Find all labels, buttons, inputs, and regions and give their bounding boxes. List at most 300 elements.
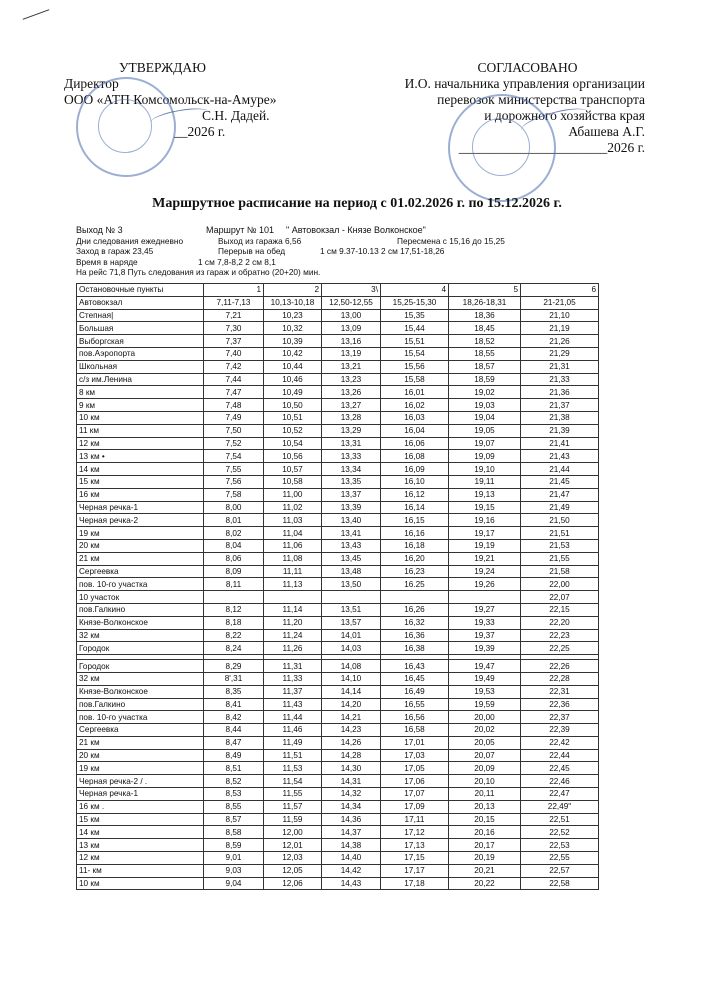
time-cell: 11,46 bbox=[264, 724, 322, 737]
time-cell: 11,00 bbox=[264, 488, 322, 501]
time-cell: 10,39 bbox=[264, 335, 322, 348]
table-row bbox=[77, 877, 599, 890]
stop-name-cell: пов.Аэропорта bbox=[77, 347, 204, 360]
time-cell: 16.25 bbox=[381, 578, 449, 591]
stop-name-cell: 12 км bbox=[77, 437, 204, 450]
time-cell: 18,45 bbox=[449, 322, 521, 335]
time-cell: 20,21 bbox=[449, 864, 521, 877]
time-cell: 20,15 bbox=[449, 813, 521, 826]
stop-name-cell: пов.Галкино bbox=[77, 698, 204, 711]
duty-label: Время в наряде bbox=[76, 256, 138, 267]
time-cell: 21,51 bbox=[521, 527, 599, 540]
time-cell: 8,47 bbox=[204, 736, 264, 749]
table-row bbox=[77, 514, 599, 527]
header-cell-trip: 4 bbox=[381, 284, 449, 297]
time-cell: 13,23 bbox=[322, 373, 381, 386]
time-cell: 8,53 bbox=[204, 788, 264, 801]
time-cell: 16,49 bbox=[381, 685, 449, 698]
time-cell: 22,51 bbox=[521, 813, 599, 826]
time-cell: 8,11 bbox=[204, 578, 264, 591]
stop-name-cell: 9 км bbox=[77, 399, 204, 412]
time-cell: 20,11 bbox=[449, 788, 521, 801]
time-cell: 13,45 bbox=[322, 552, 381, 565]
stop-name-cell: 32 км bbox=[77, 629, 204, 642]
stop-name-cell: 12 км bbox=[77, 852, 204, 865]
garage-return: Заход в гараж 23,45 bbox=[76, 246, 154, 256]
time-cell: 7,56 bbox=[204, 475, 264, 488]
table-row bbox=[77, 672, 599, 685]
time-cell: 22,26 bbox=[521, 660, 599, 673]
pen-mark bbox=[23, 9, 50, 20]
table-row bbox=[77, 335, 599, 348]
time-cell: 18,55 bbox=[449, 347, 521, 360]
time-cell: 8,58 bbox=[204, 826, 264, 839]
time-cell: 17,17 bbox=[381, 864, 449, 877]
table-row bbox=[77, 736, 599, 749]
time-cell: 13,27 bbox=[322, 399, 381, 412]
stop-name-cell: 32 км bbox=[77, 672, 204, 685]
time-cell: 15,44 bbox=[381, 322, 449, 335]
time-cell: 13,34 bbox=[322, 463, 381, 476]
time-cell: 21,55 bbox=[521, 552, 599, 565]
stop-name-cell: 11 км bbox=[77, 424, 204, 437]
approve-title: УТВЕРЖДАЮ bbox=[119, 60, 207, 75]
time-cell: 7,50 bbox=[204, 424, 264, 437]
time-cell: 10,42 bbox=[264, 347, 322, 360]
time-cell: 19,15 bbox=[449, 501, 521, 514]
time-cell: 10,51 bbox=[264, 411, 322, 424]
stop-name-cell: 10 км bbox=[77, 877, 204, 890]
time-cell: 19,49 bbox=[449, 672, 521, 685]
time-cell: 20,17 bbox=[449, 839, 521, 852]
time-cell: 21,41 bbox=[521, 437, 599, 450]
time-cell: 20,02 bbox=[449, 724, 521, 737]
time-cell: 19,19 bbox=[449, 539, 521, 552]
time-cell: 16,08 bbox=[381, 450, 449, 463]
time-cell: 10,46 bbox=[264, 373, 322, 386]
time-cell: 16,58 bbox=[381, 724, 449, 737]
time-cell: 10,52 bbox=[264, 424, 322, 437]
time-cell: 16,16 bbox=[381, 527, 449, 540]
time-cell: 13,26 bbox=[322, 386, 381, 399]
time-cell: 8,59 bbox=[204, 839, 264, 852]
time-cell: 22,00 bbox=[521, 578, 599, 591]
time-cell: 17,18 bbox=[381, 877, 449, 890]
table-row bbox=[77, 698, 599, 711]
time-cell: 8,51 bbox=[204, 762, 264, 775]
time-cell: 22,25 bbox=[521, 642, 599, 655]
time-cell: 16,23 bbox=[381, 565, 449, 578]
time-cell: 21,33 bbox=[521, 373, 599, 386]
time-cell: 16,10 bbox=[381, 475, 449, 488]
table-row bbox=[77, 800, 599, 813]
agree-line1: И.О. начальника управления организации bbox=[404, 76, 645, 91]
time-cell: 20,00 bbox=[449, 711, 521, 724]
time-cell: 11,13 bbox=[264, 578, 322, 591]
time-cell: 22,58 bbox=[521, 877, 599, 890]
time-cell: 14,20 bbox=[322, 698, 381, 711]
time-cell: 18,59 bbox=[449, 373, 521, 386]
time-cell: 11,57 bbox=[264, 800, 322, 813]
lunch-times: 1 см 9.37-10.13 2 см 17,51-18,26 bbox=[320, 246, 445, 256]
table-row bbox=[77, 437, 599, 450]
time-cell: 15,51 bbox=[381, 335, 449, 348]
time-cell: 21,49 bbox=[521, 501, 599, 514]
time-cell: 19,03 bbox=[449, 399, 521, 412]
time-cell: 13,48 bbox=[322, 565, 381, 578]
table-row bbox=[77, 488, 599, 501]
table-row bbox=[77, 527, 599, 540]
time-cell: 22,46 bbox=[521, 775, 599, 788]
time-cell: 20,19 bbox=[449, 852, 521, 865]
time-cell: 13,31 bbox=[322, 437, 381, 450]
time-cell: 16,04 bbox=[381, 424, 449, 437]
time-cell: 16,45 bbox=[381, 672, 449, 685]
table-row bbox=[77, 296, 599, 309]
table-row bbox=[77, 642, 599, 655]
stop-name-cell: 10 км bbox=[77, 411, 204, 424]
time-cell: 14,23 bbox=[322, 724, 381, 737]
time-cell: 10,50 bbox=[264, 399, 322, 412]
time-cell: 13,57 bbox=[322, 616, 381, 629]
time-cell: 22,36 bbox=[521, 698, 599, 711]
time-cell: 22,52 bbox=[521, 826, 599, 839]
table-row bbox=[77, 463, 599, 476]
time-cell: 7,44 bbox=[204, 373, 264, 386]
time-cell: 11,03 bbox=[264, 514, 322, 527]
route-number: Маршрут № 101 bbox=[206, 225, 275, 235]
time-cell: 16,12 bbox=[381, 488, 449, 501]
time-cell: 7,54 bbox=[204, 450, 264, 463]
time-cell: 16,18 bbox=[381, 539, 449, 552]
time-cell: 21,53 bbox=[521, 539, 599, 552]
time-cell: 15,58 bbox=[381, 373, 449, 386]
time-cell: 21,37 bbox=[521, 399, 599, 412]
time-cell: 9,03 bbox=[204, 864, 264, 877]
time-cell: 8,04 bbox=[204, 539, 264, 552]
time-cell: 22,37 bbox=[521, 711, 599, 724]
time-cell: 19,37 bbox=[449, 629, 521, 642]
time-cell: 11,44 bbox=[264, 711, 322, 724]
time-cell: 14,32 bbox=[322, 788, 381, 801]
time-cell: 20,07 bbox=[449, 749, 521, 762]
stop-name-cell: 20 км bbox=[77, 539, 204, 552]
time-cell: 16,20 bbox=[381, 552, 449, 565]
table-row bbox=[77, 616, 599, 629]
table-header-row bbox=[77, 284, 599, 297]
table-row bbox=[77, 660, 599, 673]
time-cell: 11,31 bbox=[264, 660, 322, 673]
table-row bbox=[77, 322, 599, 335]
time-cell: 13,43 bbox=[322, 539, 381, 552]
agree-date: ______________________2026 г. bbox=[458, 140, 645, 155]
time-cell: 17,11 bbox=[381, 813, 449, 826]
stop-name-cell: пов. 10-го участка bbox=[77, 578, 204, 591]
table-row bbox=[77, 373, 599, 386]
time-cell: 8',31 bbox=[204, 672, 264, 685]
time-cell: 8,44 bbox=[204, 724, 264, 737]
time-cell: 19,02 bbox=[449, 386, 521, 399]
time-cell: 19,11 bbox=[449, 475, 521, 488]
time-cell: 10,56 bbox=[264, 450, 322, 463]
agree-line3: и дорожного хозяйства края bbox=[484, 108, 645, 123]
table-row bbox=[77, 578, 599, 591]
time-cell: 22,15 bbox=[521, 603, 599, 616]
time-cell: 8,29 bbox=[204, 660, 264, 673]
time-cell: 13,33 bbox=[322, 450, 381, 463]
time-cell: 20,22 bbox=[449, 877, 521, 890]
time-cell: 11,14 bbox=[264, 603, 322, 616]
stop-name-cell: Городок bbox=[77, 642, 204, 655]
time-cell: 16,01 bbox=[381, 386, 449, 399]
table-row bbox=[77, 685, 599, 698]
time-cell: 12,01 bbox=[264, 839, 322, 852]
time-cell: 19,16 bbox=[449, 514, 521, 527]
time-cell: 19,04 bbox=[449, 411, 521, 424]
garage-exit: Выход из гаража 6,56 bbox=[218, 235, 302, 246]
time-cell: 22,42 bbox=[521, 736, 599, 749]
table-row bbox=[77, 501, 599, 514]
table-row bbox=[77, 565, 599, 578]
time-cell: 22,55 bbox=[521, 852, 599, 865]
time-cell: 13,00 bbox=[322, 309, 381, 322]
time-cell: 18,52 bbox=[449, 335, 521, 348]
approve-position: Директор bbox=[64, 76, 119, 91]
time-cell: 13,21 bbox=[322, 360, 381, 373]
time-cell: 13,39 bbox=[322, 501, 381, 514]
time-cell: 10,32 bbox=[264, 322, 322, 335]
stop-name-cell: 15 км bbox=[77, 813, 204, 826]
time-cell: 17,03 bbox=[381, 749, 449, 762]
time-cell: 17,07 bbox=[381, 788, 449, 801]
table-row bbox=[77, 762, 599, 775]
stop-name-cell: Школьная bbox=[77, 360, 204, 373]
time-cell: 22,31 bbox=[521, 685, 599, 698]
time-cell: 11,24 bbox=[264, 629, 322, 642]
time-cell: 12,05 bbox=[264, 864, 322, 877]
time-cell: 21,31 bbox=[521, 360, 599, 373]
time-cell: 14,42 bbox=[322, 864, 381, 877]
table-row bbox=[77, 386, 599, 399]
time-cell: 11,55 bbox=[264, 788, 322, 801]
agree-title: СОГЛАСОВАНО bbox=[477, 60, 578, 75]
table-row bbox=[77, 852, 599, 865]
time-cell: 22,23 bbox=[521, 629, 599, 642]
time-cell: 19,33 bbox=[449, 616, 521, 629]
time-cell: 21,38 bbox=[521, 411, 599, 424]
time-cell: 11,06 bbox=[264, 539, 322, 552]
time-cell: 8,42 bbox=[204, 711, 264, 724]
agree-date-text: 2026 г. bbox=[607, 140, 645, 155]
time-cell: 20,05 bbox=[449, 736, 521, 749]
stop-name-cell: 8 км bbox=[77, 386, 204, 399]
stop-name-cell: 21 км bbox=[77, 736, 204, 749]
time-cell: 17,15 bbox=[381, 852, 449, 865]
time-cell: 10,49 bbox=[264, 386, 322, 399]
stop-name-cell: Князе-Волконское bbox=[77, 616, 204, 629]
time-cell: 11,43 bbox=[264, 698, 322, 711]
table-row bbox=[77, 475, 599, 488]
time-cell: 14,40 bbox=[322, 852, 381, 865]
time-cell: 22,39 bbox=[521, 724, 599, 737]
time-cell: 19,09 bbox=[449, 450, 521, 463]
time-cell: 21,58 bbox=[521, 565, 599, 578]
time-cell: 14,37 bbox=[322, 826, 381, 839]
time-cell: 8,00 bbox=[204, 501, 264, 514]
time-cell: 18,36 bbox=[449, 309, 521, 322]
stop-name-cell: Сергеевка bbox=[77, 565, 204, 578]
table-row bbox=[77, 788, 599, 801]
table-row bbox=[77, 839, 599, 852]
ministry-seal bbox=[448, 94, 556, 202]
time-cell: 16,14 bbox=[381, 501, 449, 514]
table-row bbox=[77, 724, 599, 737]
table-row bbox=[77, 591, 599, 604]
time-cell: 18,57 bbox=[449, 360, 521, 373]
table-row bbox=[77, 360, 599, 373]
time-cell: 19,21 bbox=[449, 552, 521, 565]
time-cell: 19,10 bbox=[449, 463, 521, 476]
duty-times: 1 см 7,8-8,2 2 см 8,1 bbox=[198, 256, 276, 267]
table-row bbox=[77, 864, 599, 877]
time-cell: 17,06 bbox=[381, 775, 449, 788]
time-cell: 22,07 bbox=[521, 591, 599, 604]
stop-name-cell: 19 км bbox=[77, 762, 204, 775]
time-cell bbox=[264, 591, 322, 604]
table-row bbox=[77, 749, 599, 762]
time-cell: 7,40 bbox=[204, 347, 264, 360]
time-cell: 22,44 bbox=[521, 749, 599, 762]
time-cell: 21,36 bbox=[521, 386, 599, 399]
time-cell: 8,18 bbox=[204, 616, 264, 629]
stop-name-cell: Черная речка-2 bbox=[77, 514, 204, 527]
time-cell: 21,45 bbox=[521, 475, 599, 488]
time-cell: 7,42 bbox=[204, 360, 264, 373]
stop-name-cell: Степная| bbox=[77, 309, 204, 322]
time-cell: 20,10 bbox=[449, 775, 521, 788]
time-cell: 15,54 bbox=[381, 347, 449, 360]
time-cell: 14,31 bbox=[322, 775, 381, 788]
table-row bbox=[77, 813, 599, 826]
time-cell: 16,55 bbox=[381, 698, 449, 711]
stop-name-cell: 13 км • bbox=[77, 450, 204, 463]
time-cell: 14,30 bbox=[322, 762, 381, 775]
time-cell: 22,57 bbox=[521, 864, 599, 877]
table-row bbox=[77, 603, 599, 616]
time-cell: 8,02 bbox=[204, 527, 264, 540]
time-cell: 13,37 bbox=[322, 488, 381, 501]
time-cell: 11,26 bbox=[264, 642, 322, 655]
time-cell: 8,57 bbox=[204, 813, 264, 826]
time-cell: 11,11 bbox=[264, 565, 322, 578]
time-cell: 21-21,05 bbox=[521, 296, 599, 309]
header-cell-trip: 5 bbox=[449, 284, 521, 297]
time-cell: 8,01 bbox=[204, 514, 264, 527]
time-cell: 8,55 bbox=[204, 800, 264, 813]
time-cell: 13,19 bbox=[322, 347, 381, 360]
time-cell: 8,35 bbox=[204, 685, 264, 698]
stop-name-cell: Черная речка-2 / . bbox=[77, 775, 204, 788]
time-cell: 7,11-7,13 bbox=[204, 296, 264, 309]
time-cell: 13,40 bbox=[322, 514, 381, 527]
time-cell: 16,32 bbox=[381, 616, 449, 629]
time-cell: 11,04 bbox=[264, 527, 322, 540]
time-cell: 21,43 bbox=[521, 450, 599, 463]
time-cell: 10,58 bbox=[264, 475, 322, 488]
lunch-label: Перерыв на обед bbox=[218, 246, 286, 256]
time-cell: 19,47 bbox=[449, 660, 521, 673]
time-cell: 16,02 bbox=[381, 399, 449, 412]
time-cell: 17,09 bbox=[381, 800, 449, 813]
time-cell: 13,41 bbox=[322, 527, 381, 540]
time-cell: 18,26-18,31 bbox=[449, 296, 521, 309]
time-cell: 19,07 bbox=[449, 437, 521, 450]
agree-signer: Абашева А.Г. bbox=[568, 124, 645, 139]
time-cell: 7,37 bbox=[204, 335, 264, 348]
time-cell: 10,54 bbox=[264, 437, 322, 450]
time-cell: 11,20 bbox=[264, 616, 322, 629]
time-cell: 8,24 bbox=[204, 642, 264, 655]
time-cell: 7,30 bbox=[204, 322, 264, 335]
schedule-table bbox=[76, 283, 599, 890]
stop-name-cell: 20 км bbox=[77, 749, 204, 762]
time-cell: 14,28 bbox=[322, 749, 381, 762]
time-cell: 13,50 bbox=[322, 578, 381, 591]
time-cell: 7,52 bbox=[204, 437, 264, 450]
table-row bbox=[77, 711, 599, 724]
days-info: Дни следования ежедневно bbox=[76, 235, 184, 246]
stop-name-cell: 16 км bbox=[77, 488, 204, 501]
time-cell: 8,09 bbox=[204, 565, 264, 578]
document-title: Маршрутное расписание на период с 01.02.2026 г. по 15.12.2026 г. bbox=[152, 196, 562, 211]
time-cell: 16,26 bbox=[381, 603, 449, 616]
time-cell: 21,50 bbox=[521, 514, 599, 527]
time-cell: 15,25-15,30 bbox=[381, 296, 449, 309]
time-cell: 21,47 bbox=[521, 488, 599, 501]
time-cell: 22,28 bbox=[521, 672, 599, 685]
table-row bbox=[77, 411, 599, 424]
time-cell: 7,58 bbox=[204, 488, 264, 501]
table-row bbox=[77, 539, 599, 552]
time-cell: 17,12 bbox=[381, 826, 449, 839]
stop-name-cell: 14 км bbox=[77, 826, 204, 839]
header-cell-trip: 6 bbox=[521, 284, 599, 297]
time-cell: 7,47 bbox=[204, 386, 264, 399]
time-cell: 7,49 bbox=[204, 411, 264, 424]
time-cell: 7,55 bbox=[204, 463, 264, 476]
time-cell: 16,36 bbox=[381, 629, 449, 642]
time-cell: 16,15 bbox=[381, 514, 449, 527]
stop-name-cell: 15 км bbox=[77, 475, 204, 488]
time-cell: 8,41 bbox=[204, 698, 264, 711]
table-row bbox=[77, 347, 599, 360]
time-cell: 13,09 bbox=[322, 322, 381, 335]
time-cell: 13,28 bbox=[322, 411, 381, 424]
time-cell: 21,39 bbox=[521, 424, 599, 437]
time-cell: 14,43 bbox=[322, 877, 381, 890]
time-cell: 19,27 bbox=[449, 603, 521, 616]
time-cell: 14,14 bbox=[322, 685, 381, 698]
time-cell: 11,49 bbox=[264, 736, 322, 749]
time-cell: 11,59 bbox=[264, 813, 322, 826]
time-cell: 11,53 bbox=[264, 762, 322, 775]
approve-date: __2026 г. bbox=[174, 124, 226, 139]
time-cell: 15,56 bbox=[381, 360, 449, 373]
stop-name-cell: 16 км . bbox=[77, 800, 204, 813]
time-cell: 16,56 bbox=[381, 711, 449, 724]
stop-name-cell: Автовокзал bbox=[77, 296, 204, 309]
stop-name-cell: пов. 10-го участка bbox=[77, 711, 204, 724]
